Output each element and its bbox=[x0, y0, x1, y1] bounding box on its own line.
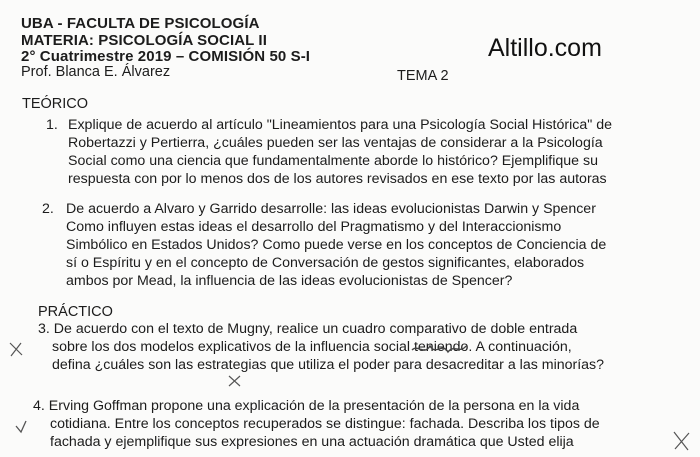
question-text-line: Robertazzi y Pertierra, ¿cuáles pueden ser las ventajas de considerar a la Psicología bbox=[68, 135, 603, 151]
question-text-line: Explique de acuerdo al artículo "Lineamientos para una Psicología Social Histórica" de bbox=[68, 117, 612, 133]
question-text-line: De acuerdo a Alvaro y Garrido desarrolle: las ideas evolucionistas Darwin y Spencer bbox=[66, 201, 596, 217]
question-text-line: ambos por Mead, la influencia de las ideas evolucionistas de Spencer? bbox=[66, 273, 513, 289]
section-title-practico: PRÁCTICO bbox=[38, 304, 113, 320]
question-text-first: Erving Goffman propone una explicación de la presentación de la persona en la vida bbox=[48, 398, 580, 414]
cross-mark bbox=[674, 432, 689, 450]
question-text-line: Como influyen estas ideas el desarrollo del Pragmatismo y del Interaccionismo bbox=[66, 219, 562, 235]
question-number: 4. bbox=[33, 398, 45, 414]
professor-name: Prof. Blanca E. Álvarez bbox=[21, 64, 171, 80]
university-faculty: UBA - FACULTA DE PSICOLOGÍA bbox=[21, 15, 260, 32]
question-3 bbox=[38, 320, 604, 374]
question-text-line bbox=[38, 320, 604, 338]
question-4 bbox=[33, 397, 600, 451]
question-number: 3. bbox=[38, 321, 50, 337]
check-mark bbox=[16, 421, 26, 432]
question-text-line: sobre los dos modelos explicativos de la influencia social teniendo. A continuación, bbox=[52, 339, 572, 355]
question-number: 1. bbox=[46, 117, 58, 133]
question-text-line: respuesta con por lo menos dos de los autores revisados en ese texto por las autoras bbox=[68, 171, 607, 187]
cross-mark bbox=[10, 343, 22, 356]
question-text-line: cotidiana. Entre los conceptos recuperados se distingue: fachada. Describa los tipos de bbox=[50, 416, 600, 432]
question-text-line: Simbólico en Estados Unidos? Como puede verse en los conceptos de Conciencia de bbox=[66, 237, 607, 253]
section-title-teorico: TEÓRICO bbox=[22, 96, 89, 112]
question-2 bbox=[42, 200, 606, 290]
question-number: 2. bbox=[42, 201, 54, 217]
exam-version: TEMA 2 bbox=[397, 68, 449, 84]
question-text-line bbox=[33, 397, 600, 415]
watermark-logo: Altillo.com bbox=[488, 34, 602, 62]
question-1 bbox=[46, 116, 612, 188]
subject-title: MATERIA: PSICOLOGÍA SOCIAL II bbox=[21, 32, 267, 49]
question-text-line: fachada y ejemplifique sus expresiones en una actuación dramática que Usted elija bbox=[50, 434, 574, 450]
question-text-line: Social como una ciencia que fundamentalmente aborde lo histórico? Ejemplifique su bbox=[68, 153, 598, 169]
question-text-first: De acuerdo con el texto de Mugny, realice un cuadro comparativo de doble entrada bbox=[53, 321, 578, 337]
question-text-line: defina ¿cuáles son las estrategias que utiliza el poder para desacreditar a las minorías? bbox=[52, 357, 605, 373]
term-commission: 2° Cuatrimestre 2019 – COMISIÓN 50 S-I bbox=[21, 48, 311, 65]
question-text-line: sí o Espíritu y en el concepto de Conversación de gestos significantes, elaborados bbox=[66, 255, 585, 271]
cross-mark bbox=[229, 376, 240, 386]
